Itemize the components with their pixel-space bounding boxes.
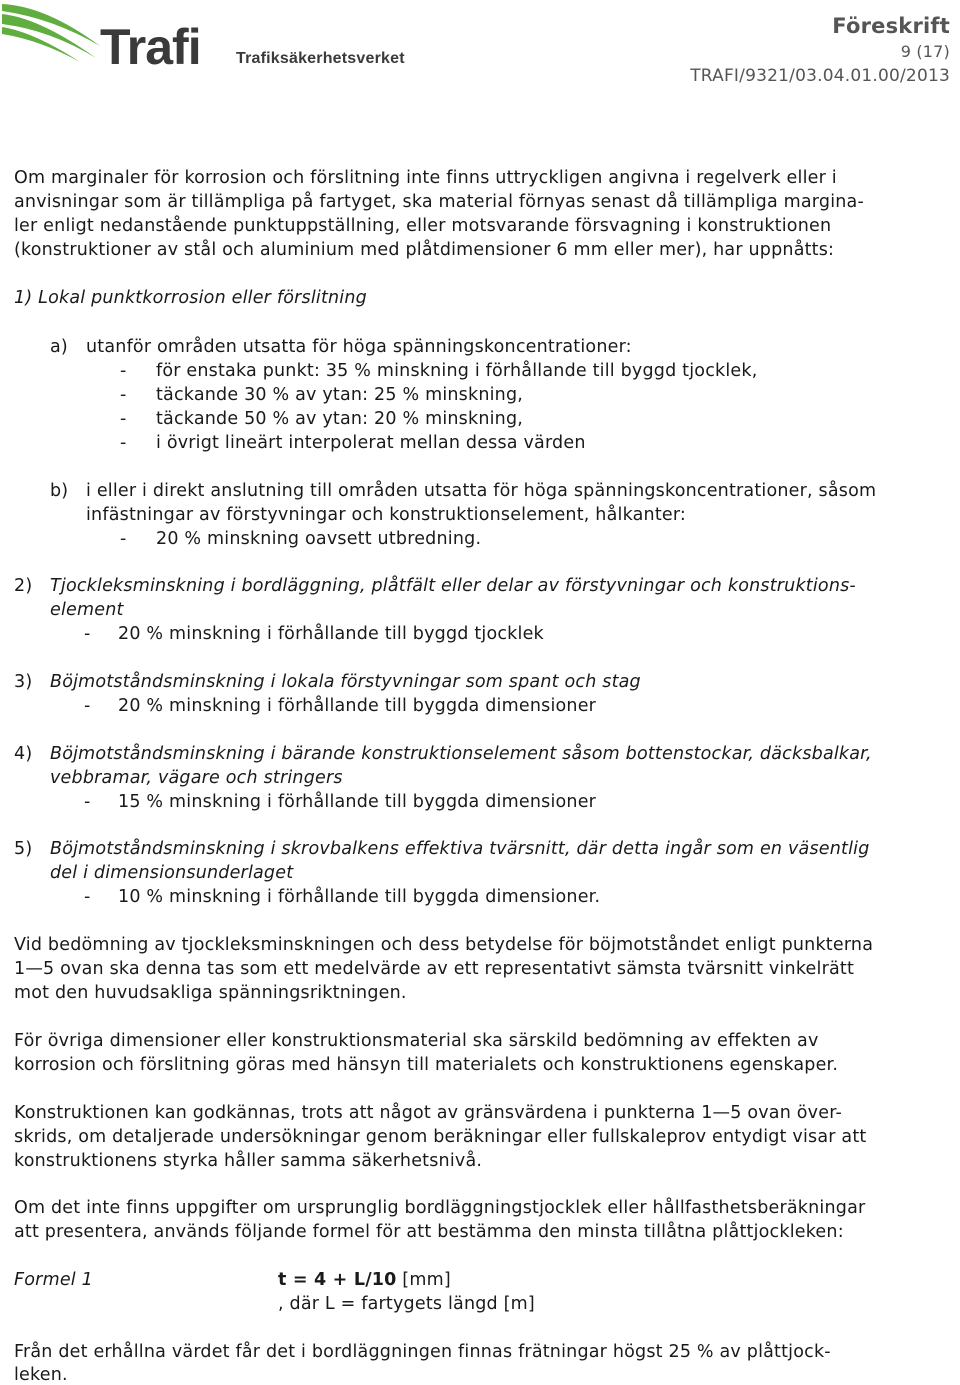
item2-label: 2)	[14, 576, 33, 596]
item2-heading: Tjockleksminskning i bordläggning, plåtfält eller delar av förstyvningar och konstruktions-	[50, 576, 856, 596]
dash: -	[120, 361, 127, 381]
list-item: täckande 30 % av ytan: 25 % minskning,	[156, 385, 524, 405]
item1-b-line: infästningar av förstyvningar och konstruktionselement, hålkanter:	[86, 505, 687, 525]
paragraph-line: Konstruktionen kan godkännas, trots att något av gränsvärdena i punkterna 1—5 ovan över-	[14, 1103, 842, 1123]
formula-expression: t = 4 + L/10	[278, 1270, 397, 1290]
formula-label: Formel 1	[14, 1270, 93, 1290]
item4-heading: vebbramar, vägare och stringers	[50, 768, 343, 788]
item5-heading: del i dimensionsunderlaget	[50, 863, 294, 883]
dash: -	[120, 529, 127, 549]
dash: -	[120, 433, 127, 453]
item4-heading: Böjmotståndsminskning i bärande konstruktionselement såsom bottenstockar, däcksbalkar,	[50, 744, 872, 764]
item5-label: 5)	[14, 839, 33, 859]
paragraph-line: att presentera, används följande formel för att bestämma den minsta tillåtna plåttjockleken:	[14, 1222, 844, 1242]
trafi-logo	[0, 0, 405, 75]
item1-b-line: i eller i direkt anslutning till områden utsatta för höga spänningskoncentrationer, såsom	[86, 481, 877, 501]
paragraph-line: skrids, om detaljerade undersökningar genom beräkningar eller fullskaleprov entydigt visar att	[14, 1127, 867, 1147]
dash: -	[84, 696, 91, 716]
logo-swoosh-icon	[0, 0, 110, 70]
paragraph-line: Vid bedömning av tjockleksminskningen och dess betydelse för böjmotståndet enligt punkterna	[14, 935, 874, 955]
document-type: Föreskrift	[832, 14, 950, 38]
item1-heading: 1) Lokal punktkorrosion eller förslitning	[14, 288, 367, 308]
list-item: 20 % minskning oavsett utbredning.	[156, 529, 482, 549]
dash: -	[120, 385, 127, 405]
item1-b-label: b)	[50, 481, 69, 501]
intro-line: anvisningar som är tillämpliga på fartyget, ska material förnyas senast då tillämpliga margina-	[14, 192, 864, 212]
list-item: 20 % minskning i förhållande till byggda dimensioner	[118, 696, 597, 716]
item1-a-text: utanför områden utsatta för höga spänningskoncentrationer:	[86, 337, 632, 357]
item3-heading: Böjmotståndsminskning i lokala förstyvningar som spant och stag	[50, 672, 641, 692]
list-item: i övrigt lineärt interpolerat mellan dessa värden	[156, 433, 586, 453]
document-reference: TRAFI/9321/03.04.01.00/2013	[690, 66, 950, 86]
logo-subtitle: Trafiksäkerhetsverket	[236, 50, 405, 67]
item1-a-label: a)	[50, 337, 68, 357]
item5-heading: Böjmotståndsminskning i skrovbalkens effektiva tvärsnitt, där detta ingår som en väsentlig	[50, 839, 870, 859]
dash: -	[84, 624, 91, 644]
dash: -	[120, 409, 127, 429]
dash: -	[84, 887, 91, 907]
formula-unit: [mm]	[396, 1270, 451, 1290]
item2-heading: element	[50, 600, 124, 620]
dash: -	[84, 792, 91, 812]
paragraph-line: Om det inte finns uppgifter om ursprunglig bordläggningstjocklek eller hållfasthetsberäkningar	[14, 1198, 866, 1218]
paragraph-line: Från det erhållna värdet får det i bordläggningen finnas frätningar högst 25 % av plåttjock-	[14, 1342, 831, 1362]
paragraph-line: mot den huvudsakliga spänningsriktningen.	[14, 983, 407, 1003]
list-item: 15 % minskning i förhållande till byggda dimensioner	[118, 792, 597, 812]
paragraph-line: För övriga dimensioner eller konstruktionsmaterial ska särskild bedömning av effekten av	[14, 1031, 819, 1051]
list-item: för enstaka punkt: 35 % minskning i förhållande till byggd tjocklek,	[156, 361, 758, 381]
item3-label: 3)	[14, 672, 33, 692]
formula	[278, 1270, 451, 1290]
intro-line: ler enligt nedanstående punktuppställning, eller motsvarande försvagning i konstruktionen	[14, 216, 832, 236]
intro-line: Om marginaler för korrosion och förslitning inte finns uttryckligen angivna i regelverk eller i	[14, 168, 837, 188]
paragraph-line: leken.	[14, 1365, 68, 1385]
paragraph-line: korrosion och förslitning göras med hänsyn till materialets och konstruktionens egenskaper.	[14, 1055, 839, 1075]
item4-label: 4)	[14, 744, 33, 764]
list-item: täckande 50 % av ytan: 20 % minskning,	[156, 409, 524, 429]
formula-where: , där L = fartygets längd [m]	[278, 1294, 535, 1314]
paragraph-line: konstruktionens styrka håller samma säkerhetsnivå.	[14, 1151, 483, 1171]
list-item: 20 % minskning i förhållande till byggd tjocklek	[118, 624, 544, 644]
logo-wordmark: Trafi	[100, 19, 201, 75]
intro-line: (konstruktioner av stål och aluminium med plåtdimensioner 6 mm eller mer), har uppnåtts:	[14, 240, 835, 260]
list-item: 10 % minskning i förhållande till byggda dimensioner.	[118, 887, 601, 907]
page-number: 9 (17)	[900, 42, 950, 61]
paragraph-line: 1—5 ovan ska denna tas som ett medelvärde av ett representativt sämsta tvärsnitt vinkelrätt	[14, 959, 855, 979]
